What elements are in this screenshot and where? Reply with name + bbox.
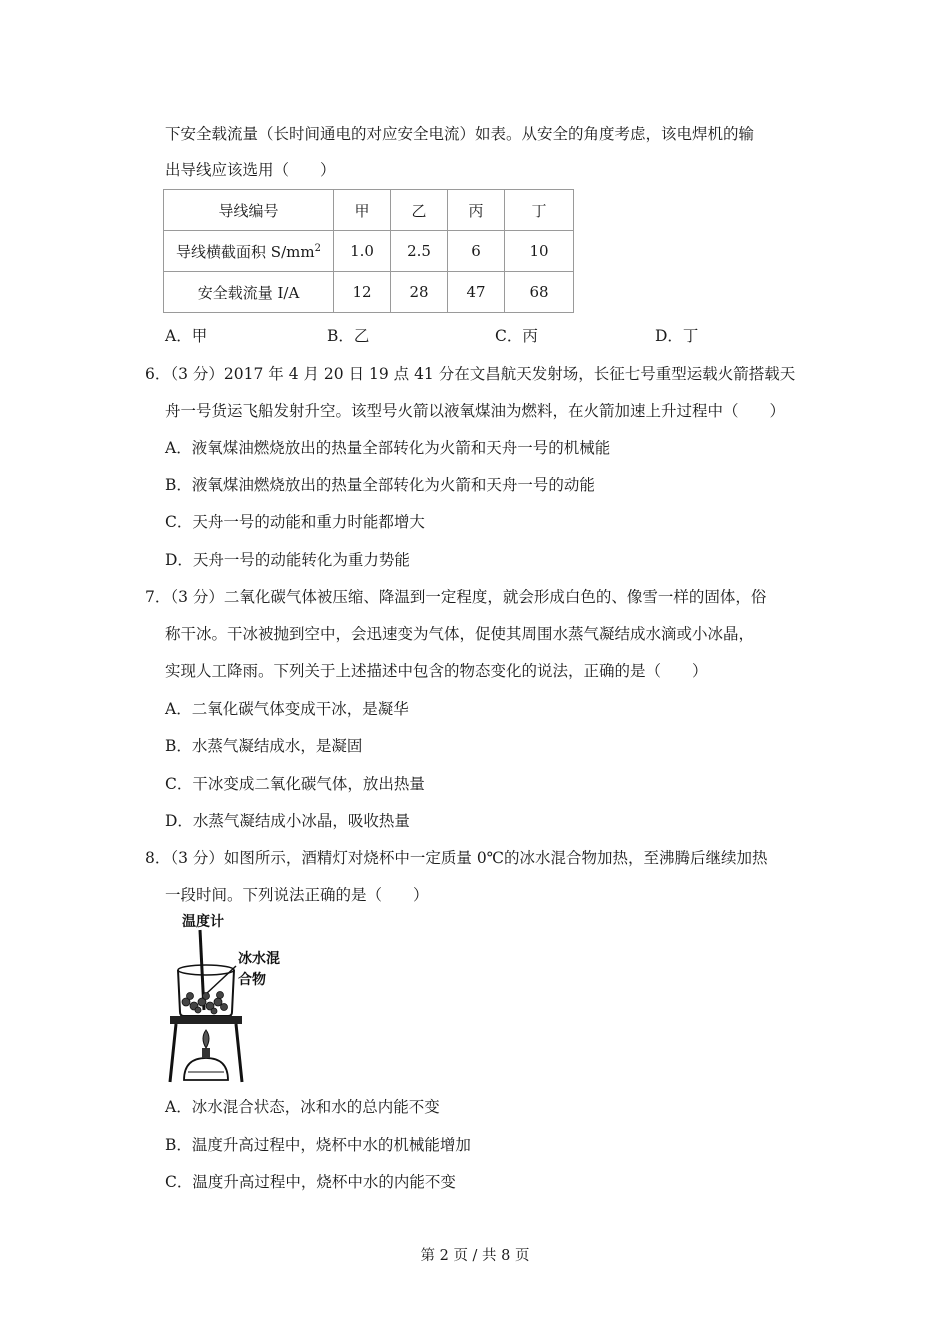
table-header-cell: 丙 bbox=[448, 190, 505, 231]
q8-option-a: A．冰水混合状态，冰和水的总内能不变 bbox=[165, 1098, 440, 1116]
table-cell: 47 bbox=[448, 272, 505, 313]
table-header-cell: 丁 bbox=[505, 190, 574, 231]
table-cell: 68 bbox=[505, 272, 574, 313]
table-row-label bbox=[164, 231, 334, 272]
q7-option-c: C．干冰变成二氧化碳气体，放出热量 bbox=[165, 775, 425, 793]
q8-option-c: C．温度升高过程中，烧杯中水的内能不变 bbox=[165, 1173, 456, 1191]
mixture-label-line2: 合物 bbox=[238, 972, 266, 988]
area-sup: 2 bbox=[314, 242, 321, 254]
page-footer: 第 2 页 / 共 8 页 bbox=[420, 1248, 530, 1264]
q6-option-a: A．液氧煤油燃烧放出的热量全部转化为火箭和天舟一号的机械能 bbox=[165, 439, 611, 457]
q5-line-1: 下安全载流量（长时间通电的对应安全电流）如表。从安全的角度考虑，该电焊机的输 bbox=[165, 125, 755, 143]
ice-icon bbox=[182, 992, 228, 1015]
table-cell: 12 bbox=[334, 272, 391, 313]
thermometer-label: 温度计 bbox=[182, 914, 224, 930]
wire-table bbox=[163, 189, 574, 313]
q7-option-a: A．二氧化碳气体变成干冰，是凝华 bbox=[165, 700, 409, 718]
tripod-leg-left bbox=[170, 1024, 176, 1082]
table-cell: 6 bbox=[448, 231, 505, 272]
q8-line-1: 8．（3 分）如图所示，酒精灯对烧杯中一定质量 0℃的冰水混合物加热，至沸腾后继续加热 bbox=[145, 849, 768, 867]
table-row-label: 安全载流量 I/A bbox=[164, 272, 334, 313]
table-header-cell: 乙 bbox=[391, 190, 448, 231]
q7-option-b: B．水蒸气凝结成水，是凝固 bbox=[165, 737, 363, 755]
table-row bbox=[164, 231, 574, 272]
q7-line-3: 实现人工降雨。下列关于上述描述中包含的物态变化的说法，正确的是（ ） bbox=[165, 662, 708, 680]
q6-option-b: B．液氧煤油燃烧放出的热量全部转化为火箭和天舟一号的动能 bbox=[165, 476, 595, 494]
table-row bbox=[164, 272, 574, 313]
apparatus-icon bbox=[160, 912, 300, 1090]
table-cell: 28 bbox=[391, 272, 448, 313]
q6-line-1: 6．（3 分）2017 年 4 月 20 日 19 点 41 分在文昌航天发射场，长征七号重型运载火箭搭载天 bbox=[145, 365, 796, 383]
q7-line-2: 称干冰。干冰被抛到空中，会迅速变为气体，促使其周围水蒸气凝结成水滴或小冰晶， bbox=[165, 625, 755, 643]
mixture-label-line1: 冰水混 bbox=[238, 951, 280, 967]
tripod-leg-right bbox=[236, 1024, 242, 1082]
q5-option-c: C．丙 bbox=[495, 327, 538, 345]
q7-line-1: 7．（3 分）二氧化碳气体被压缩、降温到一定程度，就会形成白色的、像雪一样的固体，俗 bbox=[145, 588, 767, 606]
q6-option-d: D．天舟一号的动能转化为重力势能 bbox=[165, 551, 410, 569]
table-cell: 10 bbox=[505, 231, 574, 272]
q5-line-2: 出导线应该选用（ ） bbox=[165, 161, 336, 179]
table-header-cell: 导线编号 bbox=[164, 190, 334, 231]
label-pointer bbox=[206, 966, 236, 994]
q5-option-d: D．丁 bbox=[655, 327, 699, 345]
table-row bbox=[164, 190, 574, 231]
wire-gauze-icon bbox=[170, 1016, 242, 1024]
q8-option-b: B．温度升高过程中，烧杯中水的机械能增加 bbox=[165, 1136, 471, 1154]
q8-line-2: 一段时间。下列说法正确的是（ ） bbox=[165, 886, 429, 904]
alcohol-lamp-icon bbox=[184, 1058, 228, 1080]
q6-option-c: C．天舟一号的动能和重力时能都增大 bbox=[165, 513, 425, 531]
q7-option-d: D．水蒸气凝结成小冰晶，吸收热量 bbox=[165, 812, 410, 830]
table-cell: 1.0 bbox=[334, 231, 391, 272]
table-cell: 2.5 bbox=[391, 231, 448, 272]
q5-option-b: B．乙 bbox=[327, 327, 370, 345]
area-label: 导线横截面积 S/mm bbox=[176, 242, 315, 261]
beaker-heating-figure bbox=[160, 912, 300, 1090]
q5-option-a: A．甲 bbox=[165, 327, 208, 345]
flame-icon bbox=[203, 1030, 209, 1048]
q6-line-2: 舟一号货运飞船发射升空。该型号火箭以液氧煤油为燃料，在火箭加速上升过程中（ ） bbox=[165, 402, 786, 420]
table-header-cell: 甲 bbox=[334, 190, 391, 231]
